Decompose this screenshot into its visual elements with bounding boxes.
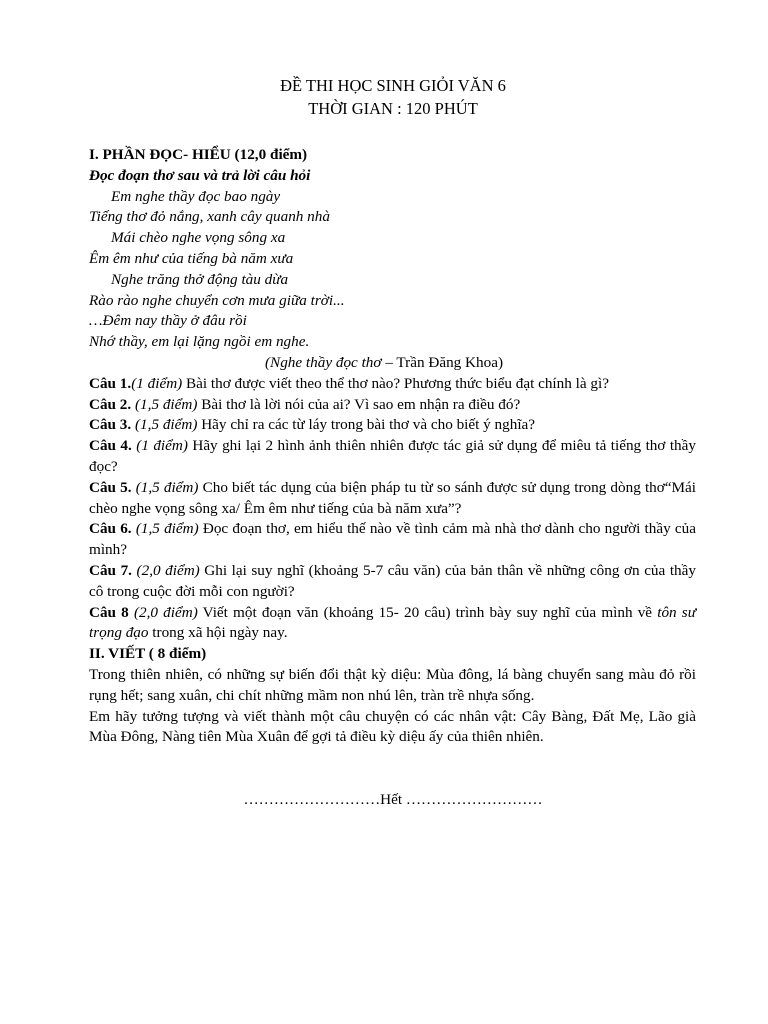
poem-line: Nhớ thầy, em lại lặng ngồi em nghe. [89, 333, 310, 351]
part1-instruction: Đọc đoạn thơ sau và trả lời câu hỏi [89, 166, 311, 184]
question-emphasis: tôn sư trọng đạo [89, 603, 696, 642]
question-points: (1,5 điểm) [131, 395, 198, 413]
part1-heading-text: . PHẦN ĐỌC- HIỂU (12,0 điểm) [94, 146, 308, 163]
question-text: Viết một đoạn văn (khoảng 15- 20 câu) trình bày suy nghĩ của mình về [197, 603, 658, 621]
question-3 [89, 415, 696, 436]
question-4 [89, 436, 696, 478]
question-points: (1 điểm) [131, 437, 188, 455]
part2-heading: II. VIẾT ( 8 điểm) [89, 645, 207, 663]
end-marker: ………………………Hết ……………………… [243, 791, 543, 808]
question-label: Câu 6. [89, 520, 132, 538]
question-label: Câu 5. [89, 478, 132, 496]
question-text: Hãy ghi lại 2 hình ảnh thiên nhiên được tác giả sử dụng để miêu tả tiếng thơ thầy đọc? [89, 437, 696, 475]
question-points: (1 điểm) [131, 374, 183, 392]
poem-line: Rào rào nghe chuyển cơn mưa giữa trời... [89, 291, 345, 309]
question-points: (1,5 điểm) [131, 478, 199, 496]
question-5 [89, 478, 696, 520]
question-text: Cho biết tác dụng của biện pháp tu từ so sánh được sử dụng trong dòng thơ“Mái chèo nghe vọng sông xa/ Êm êm như tiếng của bà năm xưa”? [89, 478, 696, 517]
question-7 [89, 561, 696, 603]
question-text: Bài thơ được viết theo thể thơ nào? Phương thức biểu đạt chính là gì? [182, 374, 609, 392]
question-text: Ghi lại suy nghĩ (khoảng 5-7 câu văn) của bản thân về những công ơn của thầy cô trong cuộc đời mỗi con người? [89, 561, 696, 600]
poem-source [89, 353, 696, 374]
poem-line: Nghe trăng thở động tàu dừa [111, 270, 289, 288]
question-label: Câu 2. [89, 395, 132, 413]
poem-source-title: (Nghe thầy đọc thơ [265, 353, 382, 371]
exam-duration: THỜI GIAN : 120 PHÚT [308, 99, 478, 118]
part1-heading [89, 145, 696, 166]
question-label: Câu 8 [89, 603, 129, 621]
question-2 [89, 395, 696, 416]
question-label: Câu 3. [89, 416, 132, 434]
poem-source-author: – Trần Đăng Khoa) [381, 353, 504, 371]
exam-title: ĐỀ THI HỌC SINH GIỎI VĂN 6 [280, 76, 506, 95]
part1-roman: I [89, 146, 95, 163]
question-6 [89, 519, 696, 561]
question-points: (1,5 điểm) [131, 520, 199, 538]
question-text: Đọc đoạn thơ, em hiểu thế nào về tình cảm mà nhà thơ dành cho người thầy của mình? [89, 520, 696, 559]
question-text: Hãy chỉ ra các từ láy trong bài thơ và cho biết ý nghĩa? [197, 416, 536, 434]
poem-line: Êm êm như của tiếng bà năm xưa [89, 249, 294, 267]
poem-line: Em nghe thầy đọc bao ngày [111, 187, 281, 205]
question-points: (2,0 điểm) [128, 603, 198, 621]
question-label: Câu 7. [89, 561, 132, 579]
exam-body [89, 145, 696, 748]
part2-paragraph-2: Em hãy tưởng tượng và viết thành một câu chuyện có các nhân vật: Cây Bàng, Đất Mẹ, Lão già Mùa Đông, Nàng tiên Mùa Xuân để gợi tả điều kỳ diệu ấy của thiên nhiên. [89, 707, 696, 746]
question-points: (2,0 điểm) [131, 561, 200, 579]
question-label: Câu 4. [89, 437, 132, 455]
poem-line: …Đêm nay thầy ở đâu rồi [89, 312, 247, 330]
question-text-end: trong xã hội ngày nay. [148, 624, 288, 642]
question-8 [89, 603, 696, 645]
question-points: (1,5 điểm) [131, 416, 198, 434]
question-label: Câu 1. [89, 374, 132, 392]
question-1 [89, 374, 696, 395]
poem [89, 187, 696, 353]
poem-line: Mái chèo nghe vọng sông xa [111, 229, 286, 247]
part2-paragraph-1: Trong thiên nhiên, có những sự biến đổi thật kỳ diệu: Mùa đông, lá bàng chuyển sang màu đỏ rồi rụng hết; sang xuân, chi chít những mầm non nhú lên, tràn trề nhựa sống. [89, 665, 696, 704]
question-text: Bài thơ là lời nói của ai? Vì sao em nhận ra điều đó? [197, 395, 521, 413]
poem-line: Tiếng thơ đỏ nắng, xanh cây quanh nhà [89, 208, 330, 226]
